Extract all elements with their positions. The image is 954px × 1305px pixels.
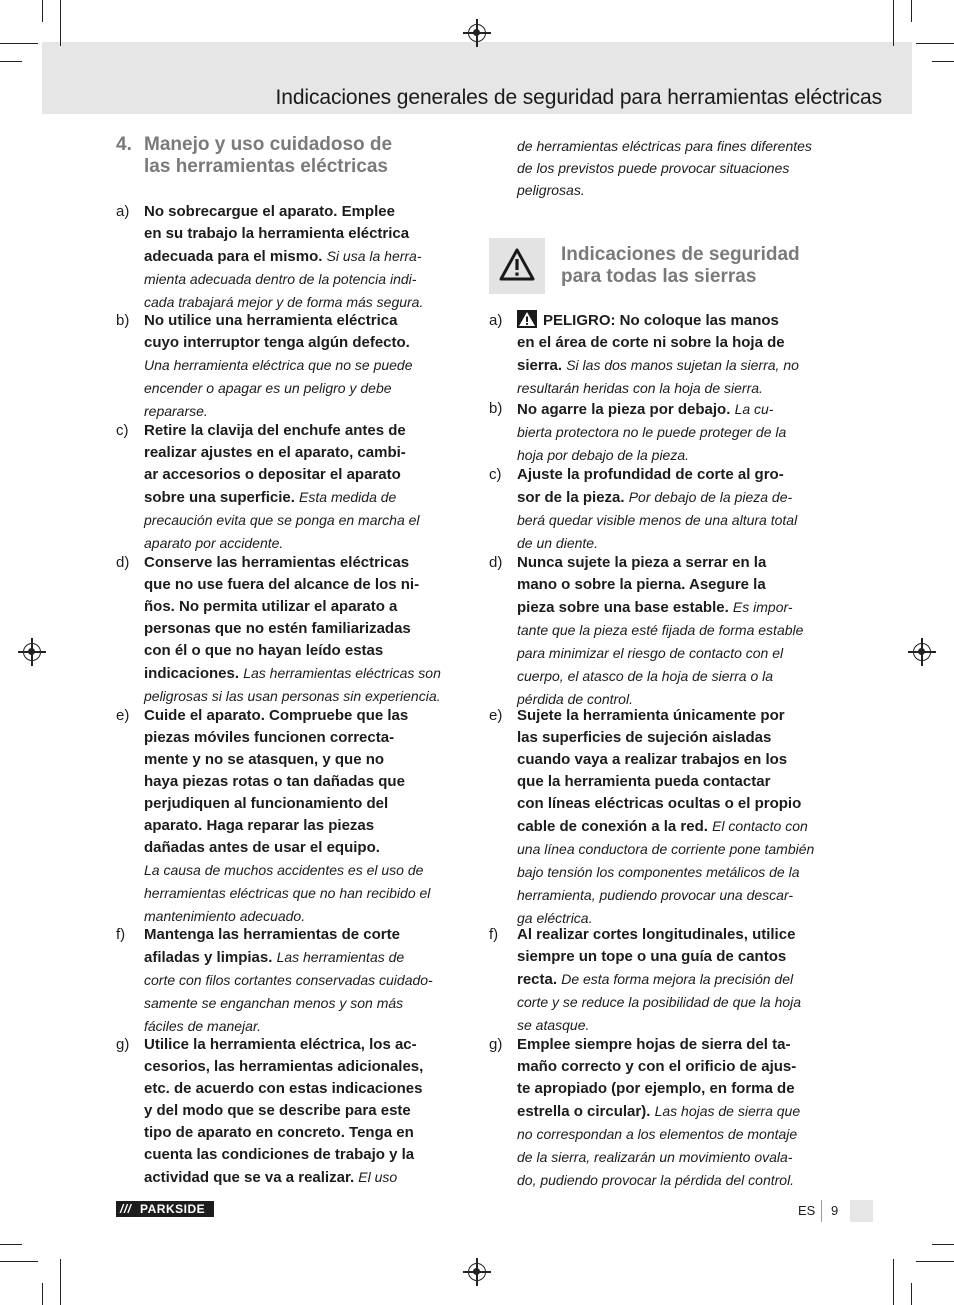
italic-text: corte con filos cortantes conservadas cuidado- bbox=[144, 972, 433, 988]
item-letter: c) bbox=[116, 422, 129, 439]
italic-text: herramienta, pudiendo provocar una descar- bbox=[517, 887, 794, 903]
bold-text: PELIGRO: No coloque las manos bbox=[543, 312, 779, 329]
section-title-line: para todas las sierras bbox=[561, 266, 757, 287]
item-line bbox=[144, 1144, 464, 1166]
item-line bbox=[517, 665, 837, 688]
bold-text: Emplee siempre hojas de sierra del ta- bbox=[517, 1036, 791, 1053]
bold-text: siempre un tope o una guía de cantos bbox=[517, 948, 787, 965]
item-line bbox=[517, 354, 837, 377]
item-line bbox=[517, 727, 837, 749]
italic-text: repararse. bbox=[144, 403, 208, 419]
italic-text: Es impor- bbox=[732, 599, 793, 615]
bold-text: maño correcto y con el orificio de ajus- bbox=[517, 1058, 797, 1075]
italic-text: cada trabajará mejor y de forma más segura. bbox=[144, 294, 424, 310]
bold-text: ar accesorios o depositar el aparato bbox=[144, 466, 401, 483]
registration-mark-bottom bbox=[468, 1263, 486, 1281]
item-line bbox=[144, 815, 464, 837]
bold-text: Conserve las herramientas eléctricas bbox=[144, 554, 410, 571]
item-letter: e) bbox=[489, 707, 503, 724]
italic-text: encender o apagar es un peligro y debe bbox=[144, 380, 392, 396]
item-line bbox=[517, 861, 837, 884]
italic-text: no correspondan a los elementos de montaje bbox=[517, 1126, 798, 1142]
bold-text: las superficies de sujeción aisladas bbox=[517, 729, 772, 746]
item-line bbox=[144, 223, 464, 245]
item-line bbox=[517, 332, 837, 354]
italic-text: berá quedar visible menos de una altura total bbox=[517, 512, 798, 528]
italic-text: Por debajo de la pieza de- bbox=[628, 489, 793, 505]
italic-text: tante que la pieza esté fijada de forma estable bbox=[517, 622, 804, 638]
item-line bbox=[144, 837, 464, 859]
page-number: 9 bbox=[831, 1203, 839, 1218]
bold-text: Al realizar cortes longitudinales, utilice bbox=[517, 926, 796, 943]
bold-text: en el área de corte ni sobre la hoja de bbox=[517, 334, 785, 351]
item-line bbox=[144, 727, 464, 749]
italic-text: de un diente. bbox=[517, 535, 598, 551]
item-letter: f) bbox=[489, 926, 499, 943]
bold-text: Cuide el aparato. Compruebe que las bbox=[144, 707, 409, 724]
item-line bbox=[144, 992, 464, 1015]
bold-text: piezas móviles funcionen correcta- bbox=[144, 729, 395, 746]
italic-text: herramientas eléctricas que no han recibido el bbox=[144, 885, 431, 901]
item-line bbox=[517, 793, 837, 815]
item-line bbox=[517, 421, 837, 444]
item-line bbox=[517, 1078, 837, 1100]
registration-mark-left bbox=[23, 643, 41, 661]
item-content bbox=[517, 310, 837, 400]
item-line bbox=[144, 749, 464, 771]
parkside-logo bbox=[116, 1201, 214, 1217]
item-line bbox=[144, 201, 464, 223]
item-line bbox=[144, 640, 464, 662]
section-title-line: las herramientas eléctricas bbox=[144, 156, 388, 177]
italic-text: La causa de muchos accidentes es el uso de bbox=[144, 862, 424, 878]
bold-text: cesorios, las herramientas adicionales, bbox=[144, 1058, 424, 1075]
item-letter: g) bbox=[489, 1036, 503, 1053]
item-letter: d) bbox=[489, 554, 503, 571]
italic-text: bierta protectora no le puede proteger de la bbox=[517, 424, 787, 440]
item-line bbox=[517, 464, 837, 486]
item-line bbox=[517, 509, 837, 532]
item-content bbox=[517, 552, 837, 711]
item-line bbox=[144, 420, 464, 442]
item-line bbox=[517, 596, 837, 619]
bold-text: tipo de aparato en concreto. Tenga en bbox=[144, 1124, 414, 1141]
item-line bbox=[144, 1122, 464, 1144]
section-number: 4. bbox=[116, 134, 132, 155]
item-content bbox=[144, 420, 464, 555]
bold-text: Nunca sujete la pieza a serrar en la bbox=[517, 554, 767, 571]
bold-text: Utilice la herramienta eléctrica, los ac- bbox=[144, 1036, 417, 1053]
intro-line: peligrosas. bbox=[517, 182, 585, 198]
item-line bbox=[517, 552, 837, 574]
warning-box bbox=[489, 238, 545, 294]
item-line bbox=[517, 991, 837, 1014]
section-4-heading bbox=[116, 134, 456, 178]
italic-text: Las herramientas eléctricas son bbox=[243, 665, 441, 681]
item-line bbox=[517, 642, 837, 665]
bold-text: cable de conexión a la red. bbox=[517, 818, 713, 835]
item-content bbox=[517, 1034, 837, 1192]
item-line bbox=[144, 552, 464, 574]
bold-text: No utilice una herramienta eléctrica bbox=[144, 312, 398, 329]
item-line bbox=[517, 924, 837, 946]
intro-line: de herramientas eléctricas para fines diferentes bbox=[517, 138, 812, 154]
italic-text: El uso bbox=[358, 1169, 398, 1185]
bold-text: mente y no se atasquen, y que no bbox=[144, 751, 385, 768]
item-letter: b) bbox=[116, 312, 130, 329]
item-line bbox=[517, 619, 837, 642]
item-line bbox=[144, 442, 464, 464]
item-letter: d) bbox=[116, 554, 130, 571]
item-line bbox=[517, 946, 837, 968]
bold-text: que no use fuera del alcance de los ni- bbox=[144, 576, 420, 593]
italic-text: para minimizar el riesgo de contacto con el bbox=[517, 645, 784, 661]
item-line bbox=[517, 310, 837, 332]
item-line bbox=[144, 509, 464, 532]
language-code: ES bbox=[798, 1203, 816, 1218]
item-line bbox=[517, 968, 837, 991]
bold-text: cuyo interruptor tenga algún defecto. bbox=[144, 334, 410, 351]
italic-text: do, pudiendo provocar la pérdida del control. bbox=[517, 1172, 795, 1188]
item-content bbox=[517, 705, 837, 930]
bold-text: cuenta las condiciones de trabajo y la bbox=[144, 1146, 415, 1163]
italic-text: Si usa la herra- bbox=[326, 248, 422, 264]
bold-text: indicaciones. bbox=[144, 665, 244, 682]
item-line bbox=[144, 245, 464, 268]
registration-mark-top bbox=[468, 24, 486, 42]
item-line bbox=[144, 464, 464, 486]
italic-text: ga eléctrica. bbox=[517, 910, 593, 926]
item-letter: c) bbox=[489, 466, 502, 483]
italic-text: peligrosas si las usan personas sin experiencia. bbox=[144, 688, 441, 704]
italic-text: aparato por accidente. bbox=[144, 535, 284, 551]
bold-text: sobre una superficie. bbox=[144, 489, 300, 506]
bold-text: con él o que no hayan leído estas bbox=[144, 642, 384, 659]
item-line bbox=[517, 1146, 837, 1169]
page-title: Indicaciones generales de seguridad para herramientas eléctricas bbox=[275, 86, 882, 109]
item-line bbox=[144, 1166, 464, 1189]
bold-text: personas que no estén familiarizadas bbox=[144, 620, 411, 637]
item-content bbox=[517, 924, 837, 1037]
italic-text: Una herramienta eléctrica que no se puede bbox=[144, 357, 413, 373]
item-line bbox=[144, 969, 464, 992]
bold-text: haya piezas rotas o tan dañadas que bbox=[144, 773, 405, 790]
italic-text: corte y se reduce la posibilidad de que la hoja bbox=[517, 994, 802, 1010]
item-line bbox=[517, 398, 837, 421]
italic-text: bajo tensión los componentes metálicos de la bbox=[517, 864, 800, 880]
bold-text: sor de la pieza. bbox=[517, 489, 629, 506]
bold-text: sierra. bbox=[517, 357, 567, 374]
item-line bbox=[517, 574, 837, 596]
italic-text: fáciles de manejar. bbox=[144, 1018, 261, 1034]
italic-text: Las hojas de sierra que bbox=[654, 1103, 801, 1119]
bold-text: perjudiquen al funcionamiento del bbox=[144, 795, 389, 812]
italic-text: una línea conductora de corriente pone también bbox=[517, 841, 815, 857]
item-line bbox=[517, 1123, 837, 1146]
italic-text: resultarán heridas con la hoja de sierra. bbox=[517, 380, 763, 396]
logo-mark: /// bbox=[120, 1202, 132, 1216]
item-content bbox=[144, 552, 464, 708]
bold-text: con líneas eléctricas ocultas o el propio bbox=[517, 795, 802, 812]
italic-text: de la sierra, realizarán un movimiento ovala- bbox=[517, 1149, 793, 1165]
bold-text: No agarre la pieza por debajo. bbox=[517, 401, 735, 418]
item-letter: f) bbox=[116, 926, 126, 943]
footer-divider bbox=[821, 1200, 822, 1222]
item-line bbox=[144, 310, 464, 332]
item-line bbox=[144, 377, 464, 400]
bold-text: ños. No permita utilizar el aparato a bbox=[144, 598, 398, 615]
bold-text: recta. bbox=[517, 971, 562, 988]
bold-text: Ajuste la profundidad de corte al gro- bbox=[517, 466, 784, 483]
item-line bbox=[517, 1034, 837, 1056]
item-content bbox=[144, 705, 464, 928]
bold-text: realizar ajustes en el aparato, cambi- bbox=[144, 444, 406, 461]
item-line bbox=[517, 1056, 837, 1078]
italic-text: mienta adecuada dentro de la potencia indi- bbox=[144, 271, 417, 287]
bold-text: aparato. Haga reparar las piezas bbox=[144, 817, 375, 834]
item-content bbox=[144, 924, 464, 1038]
danger-warning-icon bbox=[517, 310, 537, 328]
item-line bbox=[517, 838, 837, 861]
italic-text: Las herramientas de bbox=[276, 949, 405, 965]
item-content bbox=[144, 310, 464, 423]
bold-text: dañadas antes de usar el equipo. bbox=[144, 839, 380, 856]
item-line bbox=[144, 1034, 464, 1056]
item-line bbox=[517, 377, 837, 400]
item-letter: a) bbox=[489, 312, 503, 329]
section-title-line: Indicaciones de seguridad bbox=[561, 244, 800, 265]
logo-text: PARKSIDE bbox=[140, 1202, 206, 1216]
item-line bbox=[144, 1056, 464, 1078]
item-letter: a) bbox=[116, 203, 130, 220]
item-line bbox=[517, 705, 837, 727]
bold-text: estrella o circular). bbox=[517, 1103, 655, 1120]
item-line bbox=[144, 882, 464, 905]
italic-text: cuerpo, el atasco de la hoja de sierra o la bbox=[517, 668, 774, 684]
item-line bbox=[144, 486, 464, 509]
bold-text: afiladas y limpias. bbox=[144, 949, 277, 966]
item-line bbox=[517, 815, 837, 838]
item-line bbox=[144, 946, 464, 969]
item-line bbox=[144, 618, 464, 640]
bold-text: Sujete la herramienta únicamente por bbox=[517, 707, 785, 724]
bold-text: Mantenga las herramientas de corte bbox=[144, 926, 400, 943]
bold-text: Retire la clavija del enchufe antes de bbox=[144, 422, 406, 439]
bold-text: y del modo que se describe para este bbox=[144, 1102, 411, 1119]
item-letter: b) bbox=[489, 400, 503, 417]
item-line bbox=[144, 924, 464, 946]
italic-text: Si las dos manos sujetan la sierra, no bbox=[566, 357, 799, 373]
bold-text: te apropiado (por ejemplo, en forma de bbox=[517, 1080, 795, 1097]
italic-text: se atasque. bbox=[517, 1017, 590, 1033]
italic-text: pérdida de control. bbox=[517, 691, 633, 707]
registration-mark-right bbox=[913, 643, 931, 661]
footer-page-box bbox=[850, 1200, 873, 1222]
bold-text: etc. de acuerdo con estas indicaciones bbox=[144, 1080, 423, 1097]
item-line bbox=[144, 771, 464, 793]
bold-text: en su trabajo la herramienta eléctrica bbox=[144, 225, 410, 242]
italic-text: El contacto con bbox=[712, 818, 808, 834]
italic-text: De esta forma mejora la precisión del bbox=[561, 971, 794, 987]
italic-text: La cu- bbox=[734, 401, 774, 417]
item-line bbox=[144, 1100, 464, 1122]
italic-text: samente se enganchan menos y son más bbox=[144, 995, 404, 1011]
bold-text: No sobrecargue el aparato. Emplee bbox=[144, 203, 395, 220]
intro-line: de los previstos puede provocar situaciones bbox=[517, 160, 790, 176]
item-line bbox=[144, 859, 464, 882]
item-line bbox=[144, 268, 464, 291]
item-line bbox=[517, 1169, 837, 1192]
item-content bbox=[517, 464, 837, 555]
bold-text: mano o sobre la pierna. Asegure la bbox=[517, 576, 766, 593]
item-line bbox=[144, 574, 464, 596]
item-line bbox=[517, 749, 837, 771]
bold-text: que la herramienta pueda contactar bbox=[517, 773, 771, 790]
item-line bbox=[144, 1078, 464, 1100]
item-line bbox=[517, 771, 837, 793]
item-content bbox=[144, 201, 464, 314]
italic-text: Esta medida de bbox=[299, 489, 397, 505]
saws-section-heading bbox=[561, 244, 861, 288]
warning-triangle-icon bbox=[499, 248, 535, 282]
bold-text: actividad que se va a realizar. bbox=[144, 1169, 359, 1186]
section-title-line: Manejo y uso cuidadoso de bbox=[144, 134, 393, 155]
item-line bbox=[517, 884, 837, 907]
item-content bbox=[517, 398, 837, 467]
item-line bbox=[517, 1100, 837, 1123]
italic-text: mantenimiento adecuado. bbox=[144, 908, 306, 924]
item-line bbox=[144, 354, 464, 377]
item-line bbox=[144, 793, 464, 815]
item-line bbox=[517, 486, 837, 509]
item-line bbox=[144, 705, 464, 727]
bold-text: adecuada para el mismo. bbox=[144, 248, 327, 265]
bold-text: cuando vaya a realizar trabajos en los bbox=[517, 751, 788, 768]
italic-text: hoja por debajo de la pieza. bbox=[517, 447, 690, 463]
item-content bbox=[144, 1034, 464, 1189]
item-line bbox=[144, 332, 464, 354]
item-letter: g) bbox=[116, 1036, 130, 1053]
bold-text: pieza sobre una base estable. bbox=[517, 599, 733, 616]
item-letter: e) bbox=[116, 707, 130, 724]
item-line bbox=[144, 662, 464, 685]
item-line bbox=[144, 596, 464, 618]
italic-text: precaución evita que se ponga en marcha el bbox=[144, 512, 420, 528]
